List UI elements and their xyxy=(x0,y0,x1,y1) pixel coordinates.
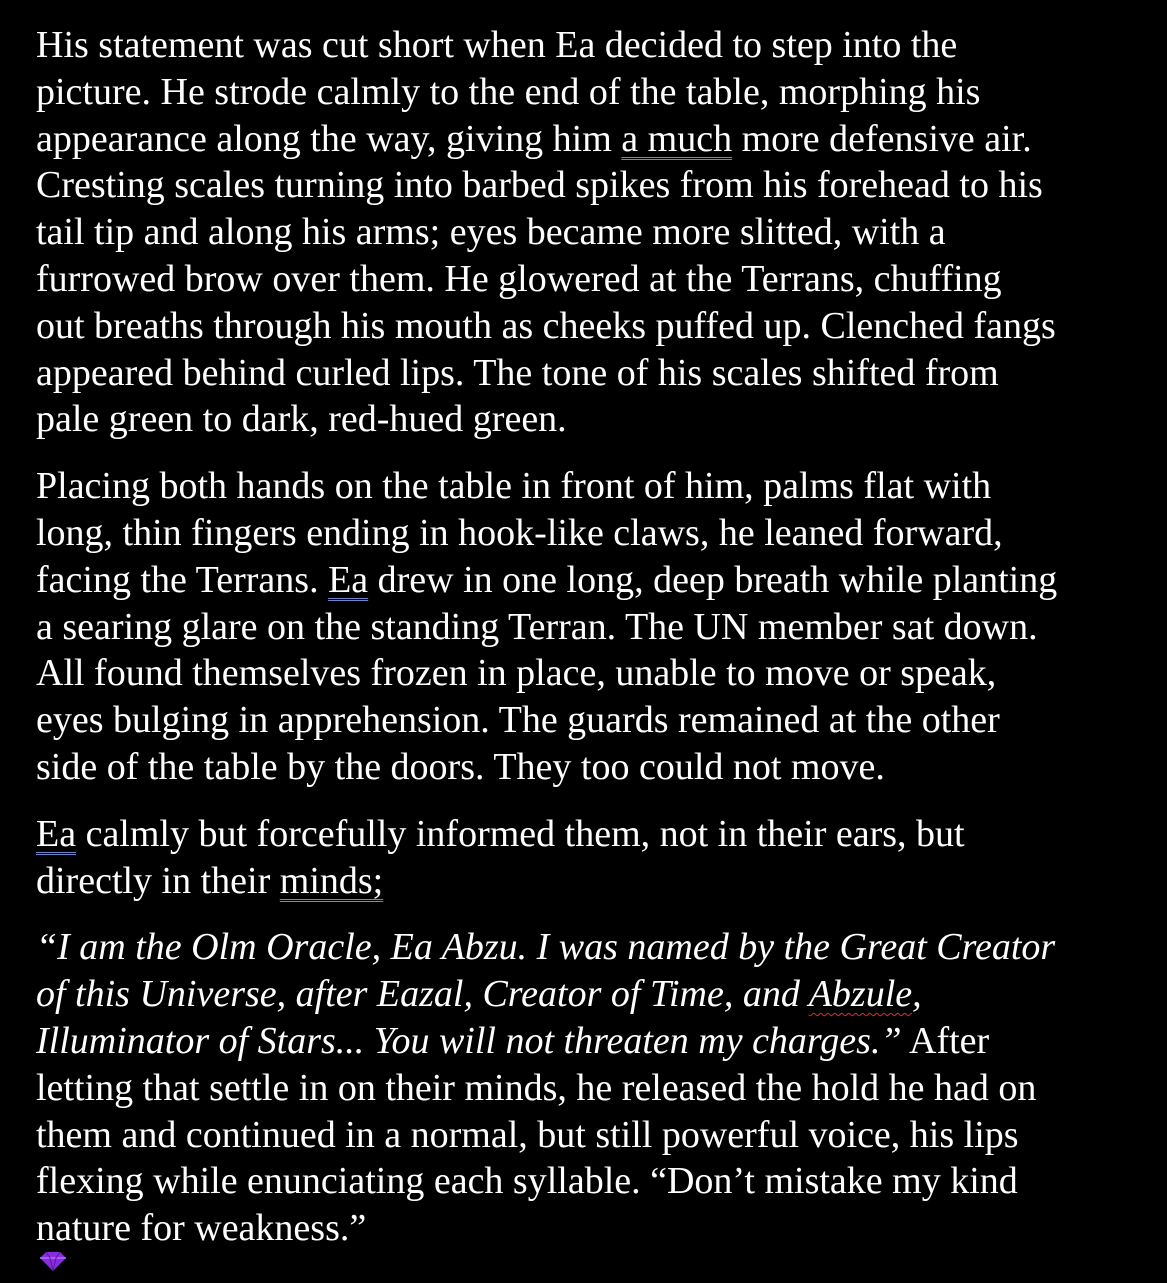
text-segment: of this Universe, after Eazal, Creator of Time, and xyxy=(36,973,809,1016)
grammar-flag-minds[interactable]: minds; xyxy=(279,859,384,902)
purple-gem-icon-svg xyxy=(38,1250,68,1272)
grammar-flag-a-much[interactable]: a much xyxy=(621,117,733,160)
text-segment: Illuminator of Stars... You will not threaten my charges.” xyxy=(36,1019,902,1062)
text-line: them and continued in a normal, but still powerful voice, his lips xyxy=(36,1113,1019,1156)
text-line xyxy=(36,811,1146,858)
text-line: letting that settle in on their minds, he released the hold he had on xyxy=(36,1066,1037,1109)
paragraph-4 xyxy=(36,924,1146,1252)
grammar-flag-ea[interactable]: Ea xyxy=(36,812,77,855)
text-line: side of the table by the doors. They too could not move. xyxy=(36,745,885,788)
text-line xyxy=(36,971,1146,1018)
text-line: All found themselves frozen in place, unable to move or speak, xyxy=(36,652,997,695)
text-line: long, thin fingers ending in hook-like claws, he leaned forward, xyxy=(36,511,1003,554)
text-segment: directly in their xyxy=(36,859,280,902)
document-page xyxy=(36,22,1146,1272)
paragraph-2 xyxy=(36,463,1146,791)
text-line: eyes bulging in apprehension. The guards remained at the other xyxy=(36,699,1000,742)
text-segment: appearance along the way, giving him xyxy=(36,117,622,160)
text-line xyxy=(36,557,1146,604)
text-segment: more defensive air. xyxy=(732,117,1032,160)
paragraph-3 xyxy=(36,811,1146,905)
text-line: out breaths through his mouth as cheeks puffed up. Clenched fangs xyxy=(36,304,1056,347)
text-segment: , xyxy=(912,973,922,1016)
text-line: Placing both hands on the table in front of him, palms flat with xyxy=(36,465,992,508)
text-line: nature for weakness.” xyxy=(36,1207,367,1250)
text-line: “I am the Olm Oracle, Ea Abzu. I was named by the Great Creator xyxy=(36,926,1056,969)
text-line: Cresting scales turning into barbed spikes from his forehead to his xyxy=(36,164,1043,207)
paragraph-1 xyxy=(36,22,1146,443)
text-line: picture. He strode calmly to the end of the table, morphing his xyxy=(36,70,981,113)
text-line xyxy=(36,858,1146,905)
text-line xyxy=(36,1018,1146,1065)
text-line: pale green to dark, red-hued green. xyxy=(36,398,567,441)
text-line: furrowed brow over them. He glowered at the Terrans, chuffing xyxy=(36,257,1002,300)
text-line: tail tip and along his arms; eyes became more slitted, with a xyxy=(36,211,946,254)
text-line xyxy=(36,116,1146,163)
text-segment: After xyxy=(901,1019,990,1062)
text-line: flexing while enunciating each syllable. “Don’t mistake my kind xyxy=(36,1160,1018,1203)
text-line: appeared behind curled lips. The tone of his scales shifted from xyxy=(36,351,999,394)
text-line: a searing glare on the standing Terran. The UN member sat down. xyxy=(36,605,1038,648)
text-segment: facing the Terrans. xyxy=(36,558,329,601)
text-segment: drew in one long, deep breath while planting xyxy=(368,558,1058,601)
text-segment: calmly but forcefully informed them, not in their ears, but xyxy=(76,812,965,855)
spelling-flag-abzule[interactable]: Abzule xyxy=(808,973,913,1016)
text-line: His statement was cut short when Ea decided to step into the xyxy=(36,24,958,66)
purple-gem-icon[interactable] xyxy=(38,1250,68,1272)
grammar-flag-ea[interactable]: Ea xyxy=(328,558,369,601)
